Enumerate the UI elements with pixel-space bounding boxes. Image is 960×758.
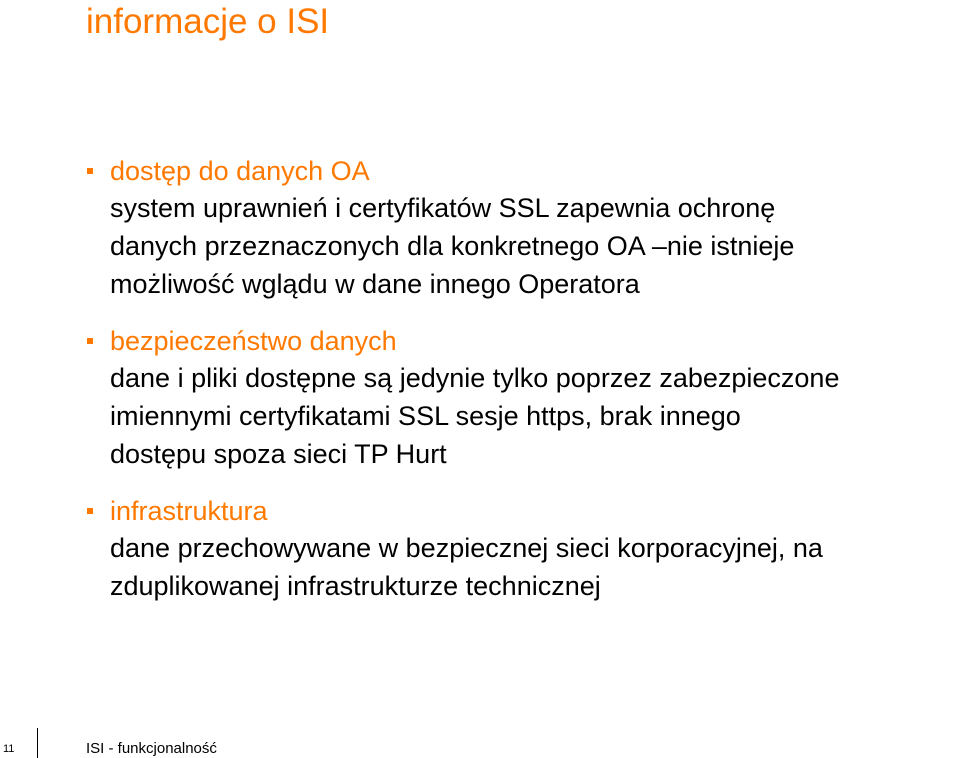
body-line: dane i pliki dostępne są jedynie tylko poprzez zabezpieczone [110, 363, 840, 393]
body-line: zduplikowanej infrastrukturze technicznej [110, 571, 601, 601]
bullet-item [0, 153, 960, 303]
bullet-item [0, 323, 960, 473]
footer-divider [37, 728, 38, 758]
body-line: możliwość wglądu w dane innego Operatora [110, 269, 640, 299]
body-line: dane przechowywane w bezpiecznej sieci korporacyjnej, na [110, 533, 823, 563]
bullet-body [110, 529, 960, 605]
body-line: system uprawnień i certyfikatów SSL zapewnia ochronę [110, 193, 776, 223]
bullet-heading: bezpieczeństwo danych [110, 326, 397, 356]
bullet-heading: dostęp do danych OA [110, 156, 370, 186]
page-number: 11 [3, 743, 15, 755]
footer-text: ISI - funkcjonalność [86, 740, 217, 757]
body-line: dostępu spoza sieci TP Hurt [110, 439, 447, 469]
square-bullet-icon [87, 338, 93, 344]
bullet-heading: infrastruktura [110, 496, 268, 526]
bullet-body [110, 359, 960, 473]
square-bullet-icon [87, 508, 93, 514]
body-line: imiennymi certyfikatami SSL sesje https, brak innego [110, 401, 741, 431]
bullet-body [110, 189, 960, 303]
body-line: danych przeznaczonych dla konkretnego OA –nie istnieje [110, 231, 795, 261]
bullet-item [0, 493, 960, 605]
square-bullet-icon [87, 168, 93, 174]
footer [0, 740, 960, 758]
slide-title: informacje o ISI [86, 2, 330, 41]
bullet-list [0, 153, 960, 625]
